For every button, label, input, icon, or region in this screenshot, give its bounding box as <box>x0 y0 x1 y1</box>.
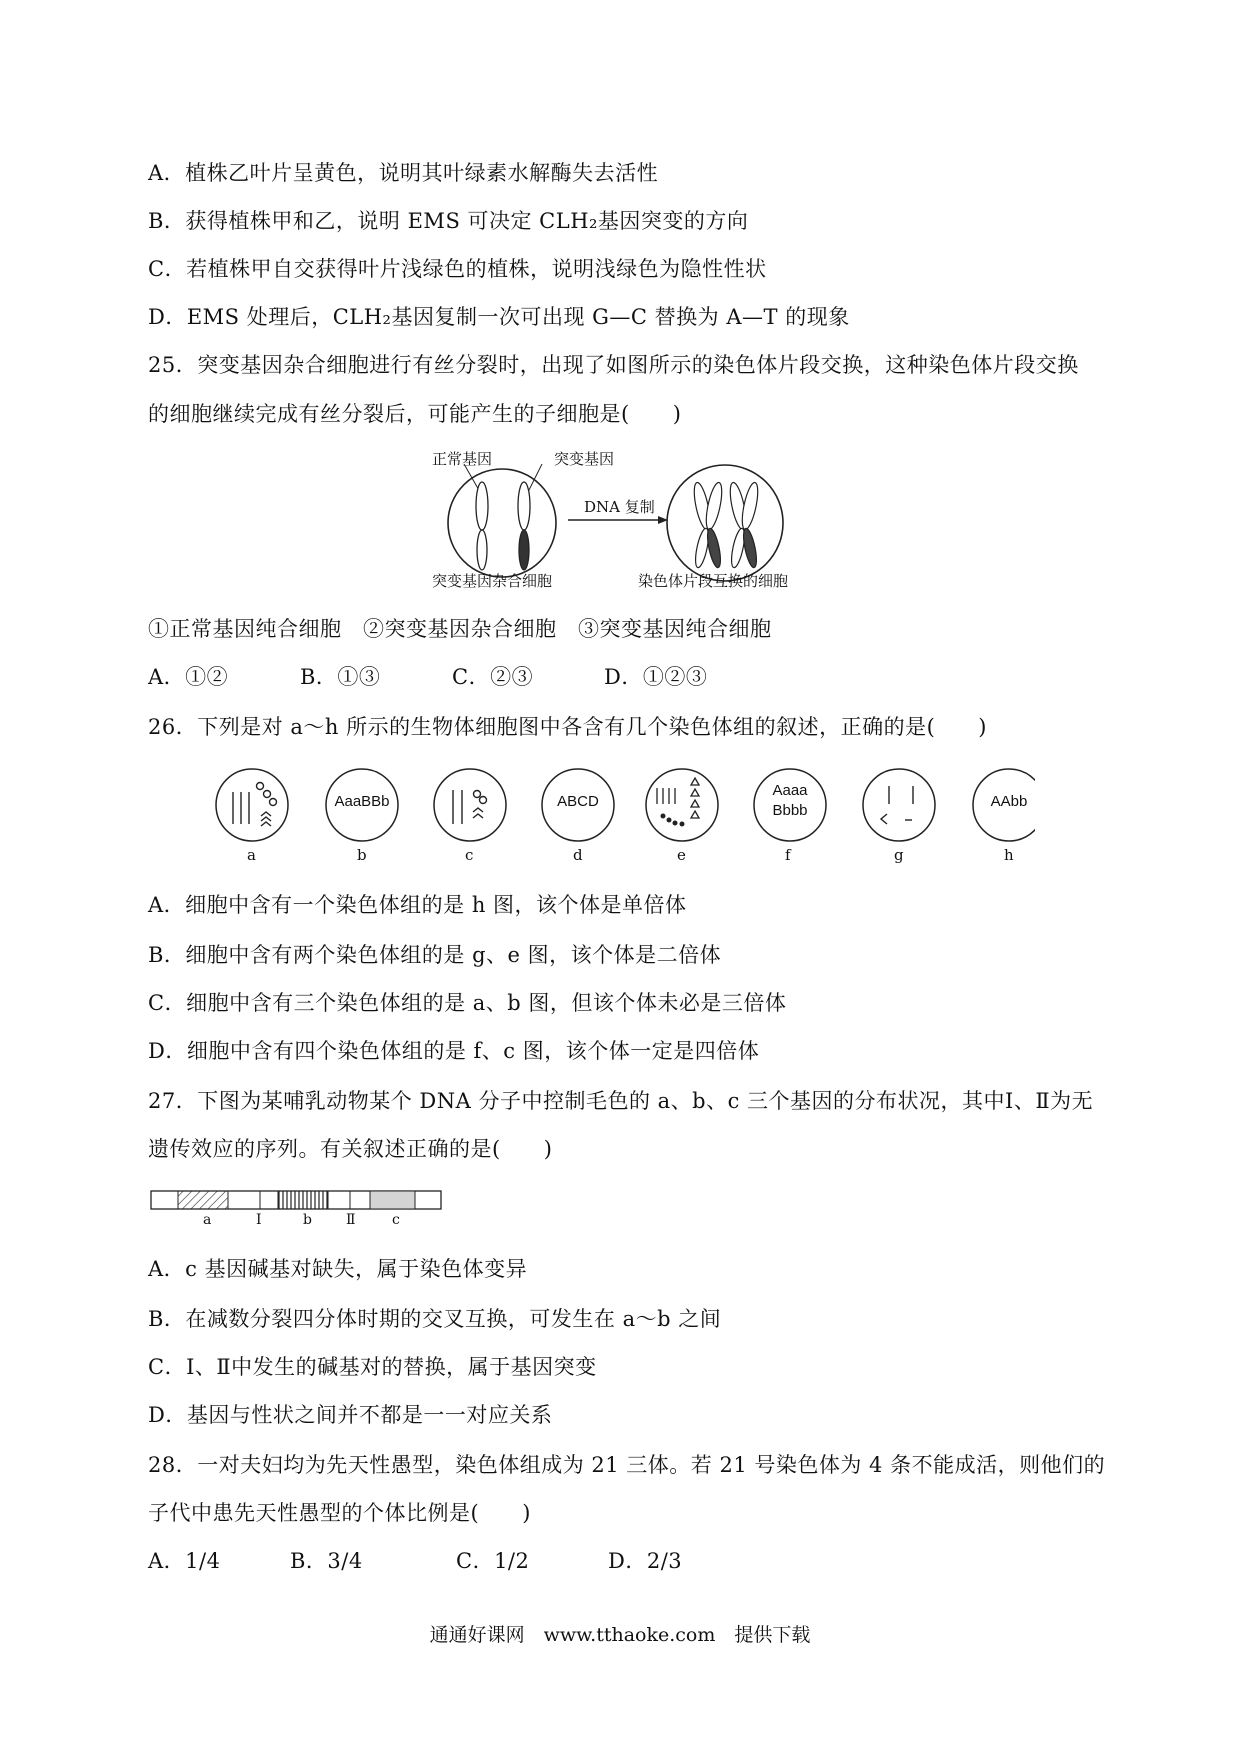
q28-option-a: A．1/4 <box>148 1549 221 1573</box>
q27-option-b: B．在减数分裂四分体时期的交叉互换，可发生在 a～b 之间 <box>148 1307 722 1331</box>
q27-stem-line1: 27．下图为某哺乳动物某个 DNA 分子中控制毛色的 a、b、c 三个基因的分布状况，其中Ⅰ、Ⅱ为无 <box>148 1089 1094 1113</box>
q24-option-c: C．若植株甲自交获得叶片浅绿色的植株，说明浅绿色为隐性性状 <box>148 257 767 281</box>
q27-option-d: D．基因与性状之间并不都是一一对应关系 <box>148 1403 553 1427</box>
q26-option-c: C．细胞中含有三个染色体组的是 a、b 图，但该个体未必是三倍体 <box>148 991 787 1015</box>
q28-option-c: C．1/2 <box>456 1549 530 1573</box>
q26-cells-figure <box>215 768 1035 868</box>
q27-dna-bar <box>150 1190 450 1212</box>
q26-option-d: D．细胞中含有四个染色体组的是 f、c 图，该个体一定是四倍体 <box>148 1039 760 1063</box>
page-footer: 通通好课网 www.tthaoke.com 提供下载 <box>429 1624 811 1646</box>
q25-option-b: B．①③ <box>300 665 381 689</box>
q28-stem-line2: 子代中患先天性愚型的个体比例是( ) <box>148 1501 531 1525</box>
q28-stem-line1: 28．一对夫妇均为先天性愚型，染色体组成为 21 三体。若 21 号染色体为 4 条不能成活，则他们的 <box>148 1453 1106 1477</box>
cell-c-label: c <box>465 846 474 864</box>
q25-stem-line2: 的细胞继续完成有丝分裂后，可能产生的子细胞是( ) <box>148 402 682 426</box>
q24-option-b: B．获得植株甲和乙，说明 EMS 可决定 CLH₂基因突变的方向 <box>148 209 749 233</box>
q24-option-d: D．EMS 处理后，CLH₂基因复制一次可出现 G—C 替换为 A—T 的现象 <box>148 305 850 329</box>
label-mutant-gene: 突变基因 <box>554 450 615 468</box>
q25-stem-line1: 25．突变基因杂合细胞进行有丝分裂时，出现了如图所示的染色体片段交换，这种染色体片段交换 <box>148 353 1079 377</box>
q24-option-a: A．植株乙叶片呈黄色，说明其叶绿素水解酶失去活性 <box>148 161 659 185</box>
cell-d-genotype: ABCD <box>557 793 599 810</box>
q26-stem: 26．下列是对 a～h 所示的生物体细胞图中各含有几个染色体组的叙述，正确的是( ) <box>148 715 987 739</box>
q27-stem-line2: 遗传效应的序列。有关叙述正确的是( ) <box>148 1137 553 1161</box>
q26-option-a: A．细胞中含有一个染色体组的是 h 图，该个体是单倍体 <box>148 893 687 917</box>
cell-e-label: e <box>677 846 686 864</box>
q25-options <box>148 662 707 692</box>
cell-f-label: f <box>785 846 791 864</box>
cell-f-genotype-line2: Bbbb <box>772 802 808 819</box>
cell-g-label: g <box>894 846 904 864</box>
label-dna-replication: DNA 复制 <box>584 498 655 516</box>
q28-option-d: D．2/3 <box>608 1549 683 1573</box>
cell-d-label: d <box>573 846 583 864</box>
gene-a-label: a <box>203 1212 212 1228</box>
q27-option-c: C．Ⅰ、Ⅱ中发生的碱基对的替换，属于基因突变 <box>148 1355 597 1379</box>
cell-a-label: a <box>247 846 256 864</box>
cell-h-label: h <box>1004 846 1014 864</box>
q28-options <box>148 1546 682 1576</box>
q28-option-b: B．3/4 <box>290 1549 363 1573</box>
label-normal-gene: 正常基因 <box>432 450 493 468</box>
q27-dna-figure <box>150 1190 450 1234</box>
cell-f-genotype-line1: Aaaa <box>772 782 808 799</box>
q25-choices: ①正常基因纯合细胞 ②突变基因杂合细胞 ③突变基因纯合细胞 <box>148 617 772 641</box>
sequence-2-label: Ⅱ <box>346 1212 356 1228</box>
q25-option-a: A．①② <box>148 665 229 689</box>
cell-b-label: b <box>357 846 367 864</box>
caption-heterozygous-cell: 突变基因杂合细胞 <box>432 572 553 590</box>
q27-option-a: A．c 基因碱基对缺失，属于染色体变异 <box>148 1257 528 1281</box>
q25-figure <box>420 448 820 588</box>
q25-option-d: D．①②③ <box>604 665 708 689</box>
gene-c-label: c <box>392 1212 400 1228</box>
caption-exchange-cell: 染色体片段互换的细胞 <box>638 572 789 590</box>
cell-b-genotype: AaaBBb <box>334 793 390 810</box>
q26-option-b: B．细胞中含有两个染色体组的是 g、e 图，该个体是二倍体 <box>148 943 722 967</box>
q25-figure-drawing <box>420 448 820 588</box>
sequence-1-label: Ⅰ <box>256 1212 262 1228</box>
cell-h-genotype: AAbb <box>990 793 1028 810</box>
gene-b-label: b <box>303 1212 312 1228</box>
q26-cells-drawing <box>215 768 1035 868</box>
q25-option-c: C．②③ <box>452 665 534 689</box>
